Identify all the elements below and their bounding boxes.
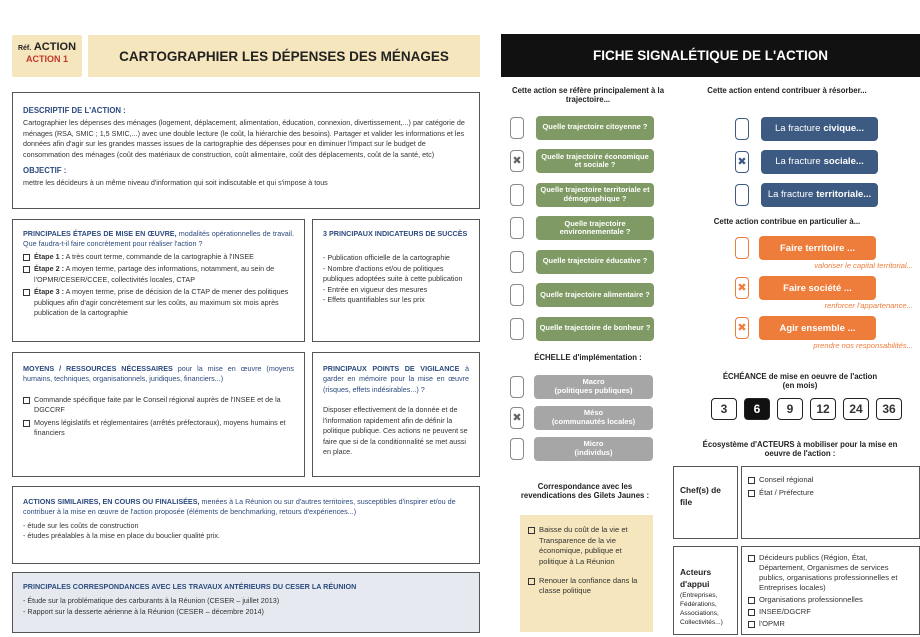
trajectoire-option [510, 245, 660, 279]
gilets-box [520, 515, 653, 632]
fracture-label [761, 117, 878, 141]
checkbox[interactable] [510, 217, 524, 239]
checkbox[interactable]: ✖ [735, 277, 749, 299]
contribue-label: Faire société ... [759, 276, 876, 300]
appui-item [748, 607, 913, 617]
fractures-heading: Cette action entend contribuer à résorber... [707, 86, 867, 95]
etapes-heading: PRINCIPALES ÉTAPES DE MISE EN ŒUVRE, [23, 229, 177, 238]
chef-item [748, 488, 913, 499]
checkbox[interactable] [510, 438, 524, 460]
indicateur-item: - Effets quantifiables sur les prix [323, 295, 425, 305]
descriptif-heading: DESCRIPTIF DE L'ACTION : [23, 106, 126, 115]
echelle-level: Micro [583, 438, 604, 448]
checkbox[interactable] [510, 318, 524, 340]
vigilance-heading: PRINCIPAUX POINTS DE VIGILANCE [323, 364, 460, 373]
checkbox[interactable]: ✖ [510, 150, 524, 172]
checkbox-icon [748, 621, 755, 628]
contribue-sub: valoriser le capital territorial... [814, 261, 913, 270]
echelle-sub: (communautés locales) [551, 416, 636, 426]
vigilance-text: Disposer effectivement de la donnée et de l'information rapidement afin de définir la politique publique. Ces actions ne peuvent se faire que si de la conditionnalité se met aussi en place. [323, 405, 468, 457]
contribue-label: Agir ensemble ... [759, 316, 876, 340]
checkbox[interactable]: ✖ [735, 317, 749, 339]
appui-item [748, 553, 913, 593]
checkbox[interactable]: ✖ [510, 407, 524, 429]
fracture-keyword: sociale... [823, 156, 864, 167]
checkbox-icon [23, 397, 30, 404]
contribue-option [735, 315, 915, 355]
indicateurs-heading: 3 PRINCIPAUX INDICATEURS DE SUCCÈS [323, 229, 468, 238]
contribue-sub: renforcer l'appartenance... [824, 301, 913, 310]
gilets-text: Renouer la confiance dans la classe politique [539, 575, 638, 596]
indicateur-item: - Nombre d'actions et/ou de politiques publiques adoptées suite à cette publication [323, 263, 463, 284]
trajectoire-option [510, 212, 660, 246]
echeance-option-24[interactable]: 24 [843, 398, 869, 420]
etape-item [23, 287, 294, 318]
checkbox-icon [23, 266, 30, 273]
gilets-item [528, 525, 645, 568]
contribue-option [735, 275, 915, 315]
checkbox-icon [528, 527, 535, 534]
appui-sub: (Entreprises, Fédérations, Associations, Collectivités...) [680, 591, 723, 627]
echeance-option-12[interactable]: 12 [810, 398, 836, 420]
checkbox[interactable]: ✖ [735, 151, 749, 173]
vigilance-section [312, 352, 480, 477]
checkbox-icon [748, 597, 755, 604]
etape-item [23, 252, 294, 262]
etape-label: Étape 2 : [34, 264, 64, 274]
echelle-option [510, 402, 660, 433]
echelle-list [510, 371, 660, 464]
objectif-heading: OBJECTIF : [23, 166, 67, 176]
action-reference-badge [12, 35, 82, 77]
trajectoire-option [510, 312, 660, 346]
appui-text: INSEE/DGCRF [759, 607, 811, 617]
contribue-row [735, 275, 915, 301]
vigilance-heading-desc: à garder en mémoire pour la mise en œuvre (risques, effets indésirables...) ? [323, 364, 470, 394]
gilets-text: Baisse du coût de la vie et Transparence de la vie économique, publique et politique à La Réunion [539, 525, 628, 566]
etape-label: Étape 3 : [34, 287, 64, 297]
echeance-option-6[interactable]: 6 [744, 398, 770, 420]
appui-item [748, 595, 913, 605]
appui-label-box [673, 546, 738, 635]
correspondance-item: - Étude sur la problématique des carburants à la Réunion (CESER – juillet 2013) [23, 596, 280, 606]
correspondances-heading: PRINCIPALES CORRESPONDANCES AVEC LES TRAVAUX ANTÉRIEURS DU CESER LA RÉUNION [23, 582, 357, 591]
fracture-prefix: La fracture [774, 123, 821, 134]
checkbox[interactable] [510, 251, 524, 273]
appui-text: Décideurs publics (Région, État, Département, Organismes de services publics, organisations professionnelles et Entreprises locales) [759, 553, 898, 593]
indicateur-item: - Publication officielle de la cartographie [323, 253, 450, 263]
trajectoire-option [510, 111, 660, 145]
checkbox-icon [23, 254, 30, 261]
moyen-item [23, 418, 294, 439]
contribue-label: Faire territoire ... [759, 236, 876, 260]
similaires-heading: ACTIONS SIMILAIRES, EN COURS OU FINALISÉES, [23, 497, 200, 506]
trajectoire-label: Quelle trajectoire économique et sociale ? [536, 149, 654, 173]
action-number: ACTION 1 [25, 54, 68, 64]
contribue-heading: Cette action contribue en particulier à... [713, 217, 861, 226]
etape-text: A moyen terme, prise de décision de la CTAP de mener des politiques publiques afin d'agir concrètement sur les coûts, au maximum six mois après publication de la cartographie [34, 287, 289, 318]
trajectoire-label: Quelle trajectoire de bonheur ? [536, 317, 654, 341]
fracture-option [735, 178, 885, 211]
echelle-level: Macro [582, 376, 605, 386]
etape-item [23, 264, 294, 285]
appui-item [748, 619, 913, 629]
fracture-prefix: La fracture [775, 156, 821, 167]
trajectoire-label: Quelle trajectoire territoriale et démographique ? [536, 183, 654, 207]
echelle-label [534, 437, 653, 461]
indicateurs-section [312, 219, 480, 342]
fracture-prefix: La fracture [767, 189, 814, 200]
echeance-option-3[interactable]: 3 [711, 398, 737, 420]
ref-label: ACTION [33, 41, 77, 53]
checkbox-icon [528, 578, 535, 585]
chef-label: Chef(s) de file [680, 485, 721, 507]
trajectoire-label: Quelle trajectoire éducative ? [536, 250, 654, 274]
echelle-option [510, 371, 660, 402]
checkbox-icon [23, 420, 30, 427]
correspondance-item: - Rapport sur la desserte aérienne à la Réunion (CESER – décembre 2014) [23, 606, 264, 616]
moyens-heading: MOYENS / RESSOURCES NÉCESSAIRES [23, 364, 173, 373]
similaires-section [12, 486, 480, 564]
echelle-level: Méso [583, 407, 604, 417]
fracture-label [761, 183, 878, 207]
contribue-row [735, 235, 915, 261]
contribue-option [735, 235, 915, 275]
page-title: CARTOGRAPHIER LES DÉPENSES DES MÉNAGES [88, 35, 480, 77]
moyen-text: Commande spécifique faite par le Conseil régional auprès de l'INSEE et de la DGCCRF [34, 394, 281, 415]
similaire-item: - étude sur les coûts de construction [23, 520, 139, 530]
trajectoire-label: Quelle trajectoire alimentaire ? [536, 283, 654, 307]
etapes-heading-desc: modalités opérationnelles de travail. Que faudra-t-il faire concrètement pour réaliser l'action ? [23, 229, 294, 249]
chef-text: Conseil régional [759, 475, 814, 484]
trajectoire-heading: Cette action se réfère principalement à la trajectoire... [511, 86, 665, 105]
echelle-sub: (individus) [574, 447, 613, 457]
checkbox-icon [748, 555, 755, 562]
appui-label: Acteurs d'appui [680, 567, 712, 589]
moyen-text: Moyens législatifs et réglementaires (arrêtés préfectoraux), moyens humains et financiers [34, 417, 286, 438]
checkbox[interactable] [510, 117, 524, 139]
correspondances-section [12, 572, 480, 633]
etape-text: A très court terme, commande de la cartographie à l'INSEE [65, 251, 254, 261]
checkbox[interactable] [735, 118, 749, 140]
checkbox[interactable] [510, 284, 524, 306]
fiche-title: FICHE SIGNALÉTIQUE DE L'ACTION [501, 34, 920, 77]
echeance-heading [690, 372, 910, 391]
checkbox[interactable] [510, 184, 524, 206]
ref-prefix: Réf. [17, 45, 32, 52]
checkbox[interactable] [510, 376, 524, 398]
moyens-section [12, 352, 305, 477]
fractures-list [735, 112, 885, 211]
echeance-options [711, 398, 902, 420]
trajectoire-label: Quelle trajectoire environnementale ? [536, 216, 654, 240]
echelle-label [534, 406, 653, 430]
descriptif-section [12, 92, 480, 209]
similaire-item: - études préalables à la mise en place du bouclier qualité prix. [23, 531, 220, 541]
moyen-item [23, 395, 294, 416]
trajectoire-option [510, 145, 660, 179]
appui-text: l'OPMR [759, 619, 785, 629]
echelle-option [510, 433, 660, 464]
chef-label-box [673, 466, 738, 539]
trajectoire-list [510, 111, 660, 346]
contribue-list [735, 235, 915, 355]
appui-text: Organisations professionnelles [759, 595, 863, 605]
appui-items-box [741, 546, 920, 635]
descriptif-text: Cartographier les dépenses des ménages (logement, déplacement, alimentation, éducation, connexion, divertissement,...) par catégorie de ménages (RSA, SMIC ; 1,5 SMIC,...) avec une double lecture (le coût, la hiérarchie des besoins). Partager et valider les informations et les données afin d'agir sur les grandes masses issues de la cartographie des dépenses pour en diminuer l'impact sur le budget de consommation des ménages (coût des matériaux de construction, coût alimentaire, coût des déplacements, coût de la santé, etc) [23, 118, 465, 159]
checkbox-icon [748, 609, 755, 616]
chef-items-box [741, 466, 920, 539]
etape-text: A moyen terme, partage des informations, notamment, au sein de l'OPMR/CESER/CCEE, collectivités locales, CTAP [34, 264, 275, 284]
gilets-heading: Correspondance avec les revendications des Gilets Jaunes : [520, 482, 650, 501]
chef-text: État / Préfecture [759, 487, 814, 497]
echeance-option-9[interactable]: 9 [777, 398, 803, 420]
echelle-sub: (politiques publiques) [554, 385, 633, 395]
fracture-keyword: civique... [823, 123, 865, 134]
fracture-label [761, 150, 878, 174]
echelle-heading: ÉCHELLE d'implémentation : [534, 353, 642, 362]
acteurs-heading: Écosystème d'ACTEURS à mobiliser pour la mise en oeuvre de l'action : [702, 440, 898, 459]
gilets-item [528, 576, 645, 597]
echeance-option-36[interactable]: 36 [876, 398, 902, 420]
trajectoire-option [510, 279, 660, 313]
contribue-row [735, 315, 915, 341]
etape-label: Étape 1 : [34, 251, 64, 261]
chef-item [748, 475, 913, 486]
similaires-heading-desc: menées à La Réunion ou sur d'autres territoires, susceptibles d'inspirer et/ou de contribuer à la mise en œuvre de l'action proposée (éléments de benchmarking, retours d'expériences...) [23, 497, 456, 517]
checkbox-icon [23, 289, 30, 296]
moyens-heading-desc: pour la mise en œuvre (moyens humains, techniques, organisationnels, juridiques, financiers...) [23, 364, 294, 384]
checkbox[interactable] [735, 237, 749, 259]
fracture-option [735, 145, 885, 178]
trajectoire-option [510, 178, 660, 212]
objectif-text: mettre les décideurs à un même niveau d'information qui soit indiscutable et qui s'impose à tous [23, 178, 328, 188]
checkbox-icon [748, 477, 755, 484]
echeance-sub: (en mois) [782, 381, 818, 391]
echeance-title: ÉCHÉANCE de mise en oeuvre de l'action [722, 372, 878, 381]
checkbox[interactable] [735, 184, 749, 206]
contribue-sub: prendre nos responsabilités... [813, 341, 913, 350]
checkbox-icon [748, 490, 755, 497]
fracture-option [735, 112, 885, 145]
echelle-label [534, 375, 653, 399]
etapes-section [12, 219, 305, 342]
trajectoire-label: Quelle trajectoire citoyenne ? [536, 116, 654, 140]
indicateur-item: - Entrée en vigueur des mesures [323, 284, 428, 294]
fracture-keyword: territoriale... [816, 189, 872, 200]
